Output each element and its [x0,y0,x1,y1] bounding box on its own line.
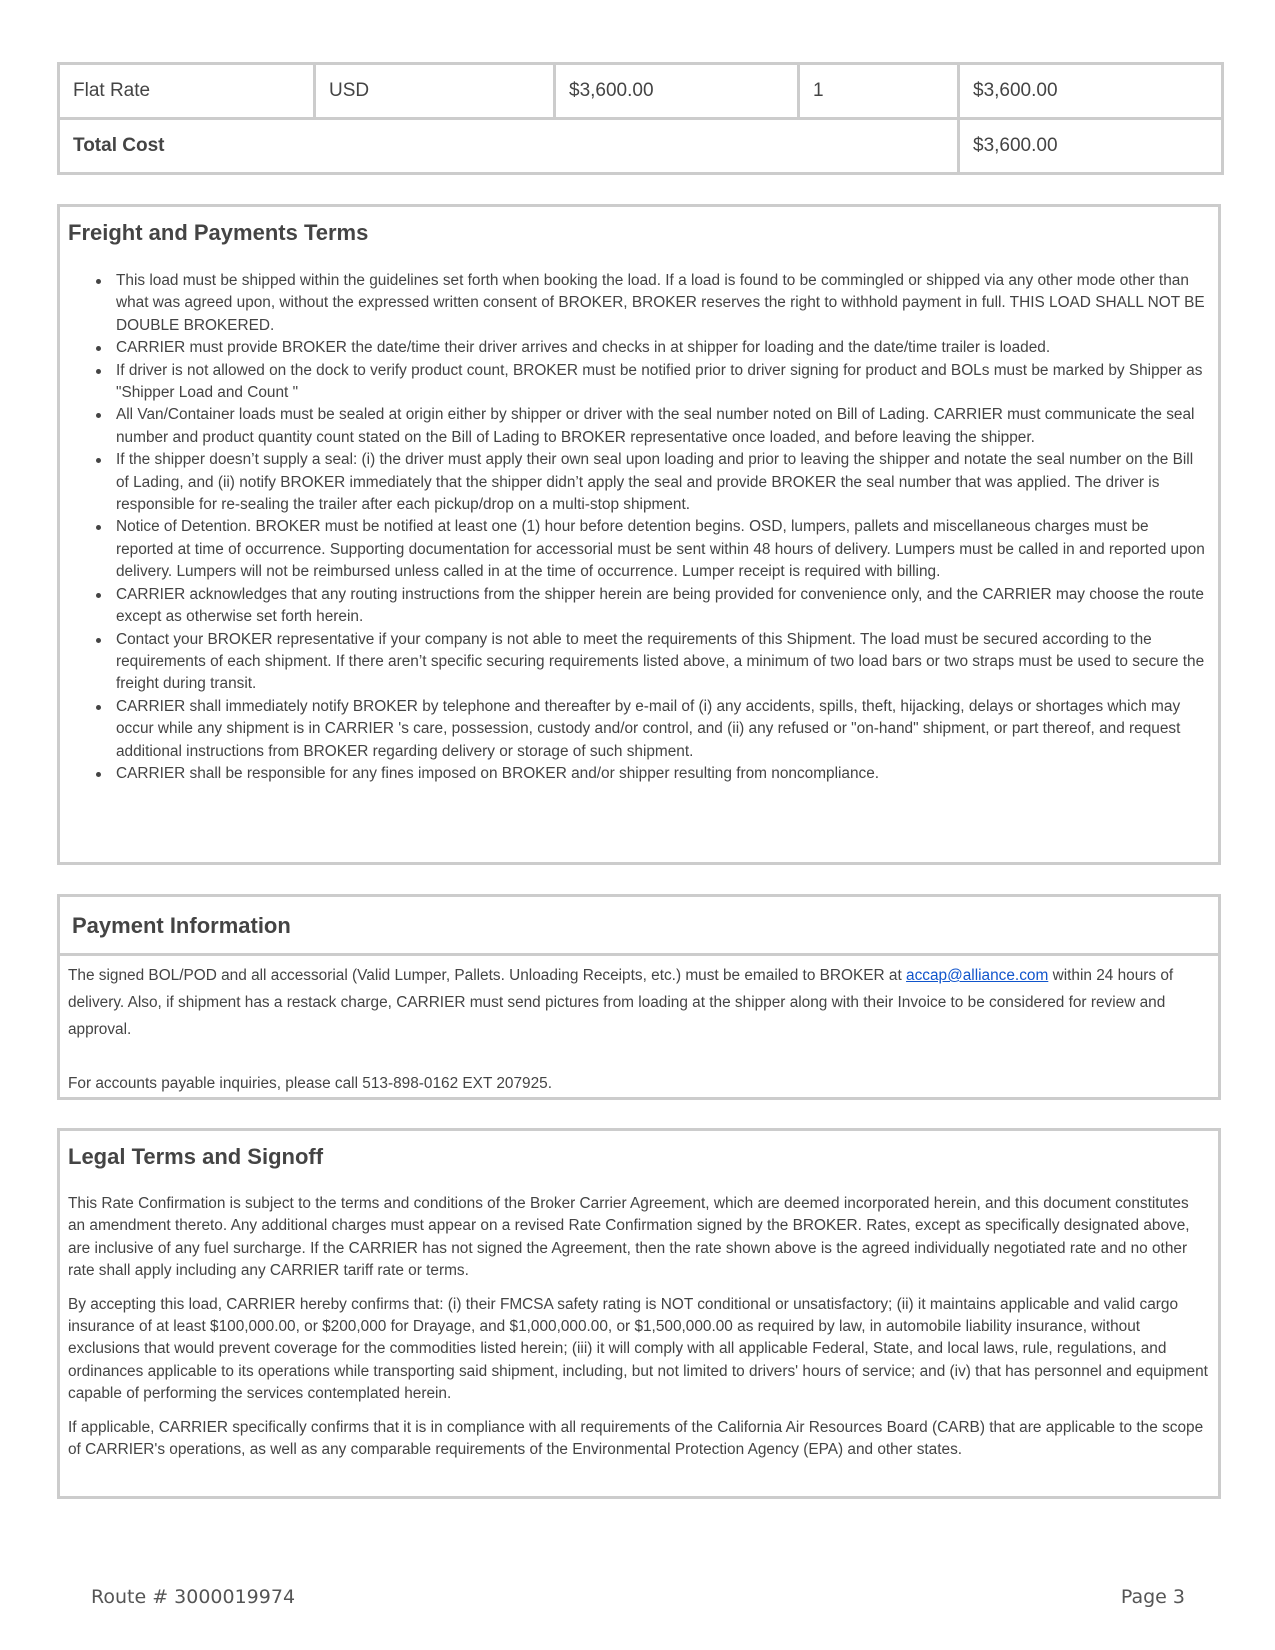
payment-text-before-email: The signed BOL/POD and all accessorial (Valid Lumper, Pallets. Unloading Receipts, etc.) must be emailed to BROKER at [68,967,907,984]
footer-page-number: Page 3 [1120,1586,1185,1608]
line-total: $3,600.00 [959,64,1223,119]
footer-route-number: Route # 3000019974 [91,1586,296,1608]
total-cost-label: Total Cost [59,119,959,174]
cost-table [57,62,1224,175]
legal-paragraph: If applicable, CARRIER specifically confirms that it is in compliance with all requirements of the California Air Resources Board (CARB) that are applicable to the scope of CARRIER's operations, as well as any comparable requirements of the Environmental Protection Agency (EPA) and other states. [68,1418,1204,1459]
total-row [59,119,1223,174]
payment-information-title: Payment Information [72,913,291,938]
freight-terms-list [68,270,1211,785]
payment-information-body [60,956,1218,1097]
freight-terms-title: Freight and Payments Terms [68,220,369,245]
rate-currency: USD [315,64,555,119]
list-item: CARRIER acknowledges that any routing instructions from the shipper herein are being provided for convenience only, and the CARRIER may choose the route except as otherwise set forth herein. [116,584,1209,629]
list-item: This load must be shipped within the guidelines set forth when booking the load. If a load is found to be commingled or shipped via any other mode other than what was agreed upon, without the expressed written consent of BROKER, BROKER reserves the right to withhold payment in full. THIS LOAD SHALL NOT BE DOUBLE BROKERED. [116,270,1209,337]
legal-paragraph: This Rate Confirmation is subject to the terms and conditions of the Broker Carrier Agreement, which are deemed incorporated herein, and this document constitutes an amendment thereto. Any additional charges must appear on a revised Rate Confirmation signed by the BROKER. Rates, except as specifically designated above, are inclusive of any fuel surcharge. If the CARRIER has not signed the Agreement, then the rate shown above is the agreed individually negotiated rate and no other rate shall apply including any CARRIER tariff rate or terms. [68,1195,1190,1280]
list-item: If driver is not allowed on the dock to verify product count, BROKER must be notified prior to driver signing for product and BOLs must be marked by Shipper as "Shipper Load and Count " [116,360,1209,405]
freight-terms-section [57,204,1221,865]
payment-information-section [57,894,1221,1100]
rate-amount: $3,600.00 [555,64,799,119]
list-item: If the shipper doesn’t supply a seal: (i) the driver must apply their own seal upon loading and prior to leaving the shipper and notate the seal number on the Bill of Lading, and (ii) notify BROKER immediately that the shipper didn’t apply the seal and provide BROKER the seal number that was applied. The driver is responsible for re-sealing the trailer after each pickup/drop on a multi-stop shipment. [116,449,1209,516]
table-row [59,64,1223,119]
payment-text-after-email: within 24 hours of delivery. Also, if shipment has a restack charge, CARRIER must send pictures from loading at the shipper along with their Invoice to be considered for review and approval. [68,967,1174,1038]
rate-quantity: 1 [799,64,959,119]
payment-instructions [68,962,1212,1043]
legal-terms-section [57,1128,1221,1499]
legal-paragraph: By accepting this load, CARRIER hereby confirms that: (i) their FMCSA safety rating is NOT conditional or unsatisfactory; (ii) it maintains applicable and valid cargo insurance of at least $100,000.00, or $200,000 for Drayage, and $1,000,000.00, or $1,500,000.00 as required by law, in automobile liability insurance, without exclusions that would prevent coverage for the commodities listed herein; (iii) it will comply with all applicable Federal, State, and local laws, rule, regulations, and ordinances applicable to its operations while transporting said shipment, including, but not limited to drivers' hours of service; and (iv) that has personnel and equipment capable of performing the services contemplated herein. [68,1295,1208,1403]
list-item: CARRIER must provide BROKER the date/time their driver arrives and checks in at shipper for loading and the date/time trailer is loaded. [116,337,1209,359]
payment-information-header [60,897,1218,956]
list-item: Contact your BROKER representative if your company is not able to meet the requirements of this Shipment. The load must be secured according to the requirements of each shipment. If there aren’t specific securing requirements listed above, a minimum of two load bars or two straps must be used to secure the freight during transit. [116,629,1209,696]
list-item: Notice of Detention. BROKER must be notified at least one (1) hour before detention begins. OSD, lumpers, pallets and miscellaneous charges must be reported at time of occurrence. Supporting documentation for accessorial must be sent within 48 hours of delivery. Lumpers must be called in and reported upon delivery. Lumpers will not be reimbursed unless called in at the time of occurrence. Lumper receipt is required with billing. [116,516,1209,583]
legal-terms-title: Legal Terms and Signoff [68,1144,324,1169]
total-cost-amount: $3,600.00 [959,119,1223,174]
list-item: CARRIER shall be responsible for any fines imposed on BROKER and/or shipper resulting from noncompliance. [116,763,1209,785]
list-item: All Van/Container loads must be sealed at origin either by shipper or driver with the seal number noted on Bill of Lading. CARRIER must communicate the seal number and product quantity count stated on the Bill of Lading to BROKER representative once loaded, and before leaving the shipper. [116,404,1209,449]
rate-description: Flat Rate [59,64,315,119]
accounts-payable-inquiries: For accounts payable inquiries, please call 513-898-0162 EXT 207925. [68,1075,552,1092]
list-item: CARRIER shall immediately notify BROKER by telephone and thereafter by e-mail of (i) any accidents, spills, theft, hijacking, delays or shortages which may occur while any shipment is in CARRIER 's care, possession, custody and/or control, and (ii) any refused or "on-hand" shipment, or part thereof, and request additional instructions from BROKER regarding delivery or storage of such shipment. [116,696,1209,763]
accounts-payable-email-link[interactable]: accap@alliance.com [906,967,1049,984]
